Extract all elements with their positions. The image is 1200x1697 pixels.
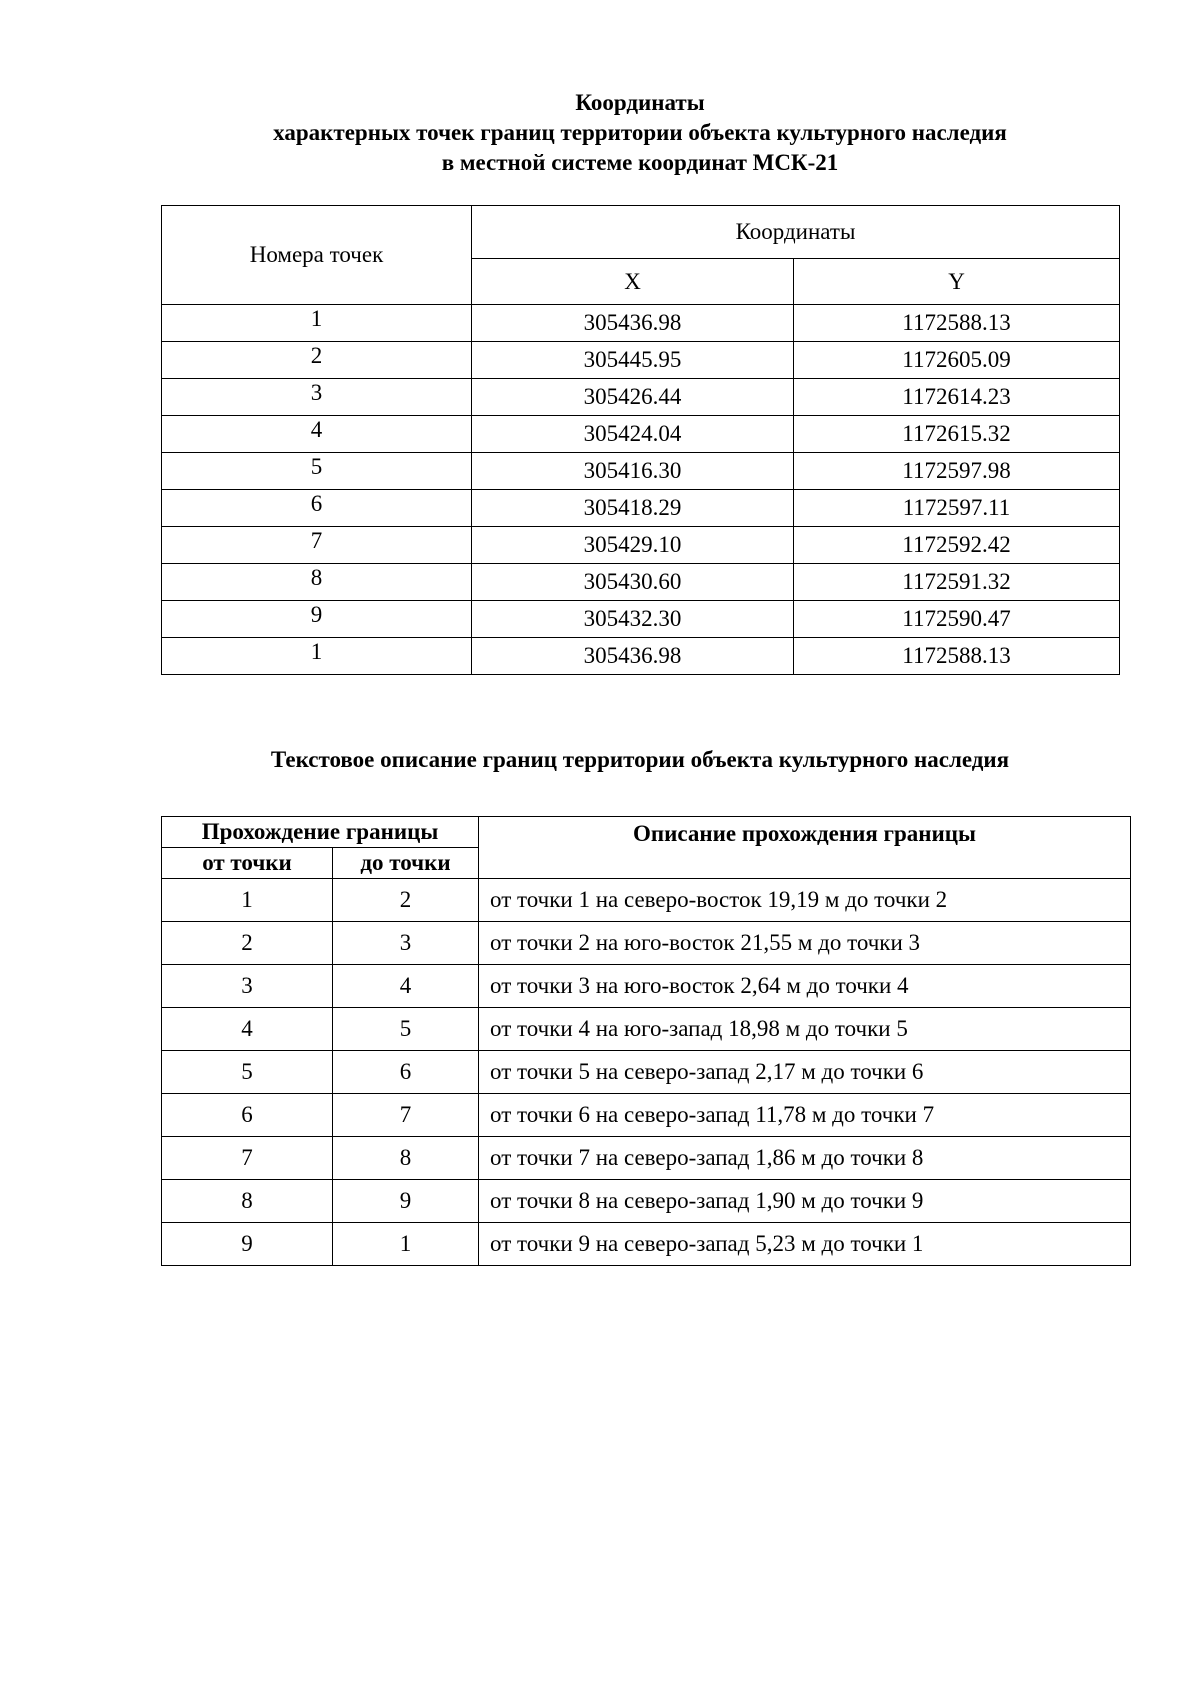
- x-coordinate-cell: 305416.30: [472, 453, 794, 490]
- table-row: [162, 379, 1120, 416]
- to-point-cell: 3: [333, 922, 479, 965]
- table-row: [162, 1051, 1131, 1094]
- x-coordinate-cell: 305432.30: [472, 601, 794, 638]
- table-row: [162, 638, 1120, 675]
- y-coordinate-cell: 1172590.47: [794, 601, 1120, 638]
- from-point-cell: 1: [162, 879, 333, 922]
- table-row: [162, 1094, 1131, 1137]
- table-row: [162, 1008, 1131, 1051]
- x-coordinate-cell: 305430.60: [472, 564, 794, 601]
- point-number-cell: 7: [162, 527, 472, 564]
- table-row: [162, 1137, 1131, 1180]
- x-coordinate-cell: 305424.04: [472, 416, 794, 453]
- from-point-cell: 2: [162, 922, 333, 965]
- point-number-cell: 6: [162, 490, 472, 527]
- y-coordinate-cell: 1172605.09: [794, 342, 1120, 379]
- y-coordinate-cell: 1172615.32: [794, 416, 1120, 453]
- table-row: [162, 305, 1120, 342]
- point-number-cell: 3: [162, 379, 472, 416]
- to-point-cell: 2: [333, 879, 479, 922]
- x-coordinate-cell: 305436.98: [472, 305, 794, 342]
- point-number-cell: 1: [162, 305, 472, 342]
- y-coordinate-cell: 1172597.98: [794, 453, 1120, 490]
- boundary-description-cell: от точки 4 на юго-запад 18,98 м до точки 5: [479, 1008, 1131, 1051]
- col-header-passage: Прохождение границы: [162, 817, 479, 848]
- boundary-description-cell: от точки 1 на северо-восток 19,19 м до точки 2: [479, 879, 1131, 922]
- description-section-title: Текстовое описание границ территории объекта культурного наследия: [270, 747, 1010, 772]
- col-header-description: Описание прохождения границы: [479, 817, 1131, 879]
- description-header-row: [162, 817, 1131, 848]
- table-row: [162, 965, 1131, 1008]
- y-coordinate-cell: 1172597.11: [794, 490, 1120, 527]
- y-coordinate-cell: 1172588.13: [794, 638, 1120, 675]
- header-line-3: в местной системе координат МСК-21: [441, 150, 839, 175]
- from-point-cell: 4: [162, 1008, 333, 1051]
- to-point-cell: 5: [333, 1008, 479, 1051]
- from-point-cell: 6: [162, 1094, 333, 1137]
- point-number-cell: 8: [162, 564, 472, 601]
- table-row: [162, 564, 1120, 601]
- header-line-1: Координаты: [575, 90, 705, 115]
- x-coordinate-cell: 305418.29: [472, 490, 794, 527]
- from-point-cell: 8: [162, 1180, 333, 1223]
- boundary-description-cell: от точки 6 на северо-запад 11,78 м до точки 7: [479, 1094, 1131, 1137]
- to-point-cell: 7: [333, 1094, 479, 1137]
- boundary-description-cell: от точки 8 на северо-запад 1,90 м до точки 9: [479, 1180, 1131, 1223]
- y-coordinate-cell: 1172591.32: [794, 564, 1120, 601]
- coordinates-table: [161, 205, 1120, 675]
- table-row: [162, 453, 1120, 490]
- to-point-cell: 8: [333, 1137, 479, 1180]
- to-point-cell: 4: [333, 965, 479, 1008]
- col-header-y: Y: [794, 259, 1120, 305]
- y-coordinate-cell: 1172588.13: [794, 305, 1120, 342]
- point-number-cell: 9: [162, 601, 472, 638]
- table-row: [162, 416, 1120, 453]
- header-line-2: характерных точек границ территории объекта культурного наследия: [273, 120, 1007, 145]
- document-header: [160, 88, 1120, 178]
- x-coordinate-cell: 305436.98: [472, 638, 794, 675]
- to-point-cell: 1: [333, 1223, 479, 1266]
- table-row: [162, 601, 1120, 638]
- to-point-cell: 9: [333, 1180, 479, 1223]
- boundary-description-cell: от точки 7 на северо-запад 1,86 м до точки 8: [479, 1137, 1131, 1180]
- col-header-points: Номера точек: [162, 206, 472, 305]
- boundary-description-cell: от точки 9 на северо-запад 5,23 м до точки 1: [479, 1223, 1131, 1266]
- boundary-description-table: [161, 816, 1131, 1266]
- x-coordinate-cell: 305445.95: [472, 342, 794, 379]
- boundary-description-cell: от точки 3 на юго-восток 2,64 м до точки 4: [479, 965, 1131, 1008]
- point-number-cell: 4: [162, 416, 472, 453]
- y-coordinate-cell: 1172614.23: [794, 379, 1120, 416]
- boundary-description-cell: от точки 2 на юго-восток 21,55 м до точки 3: [479, 922, 1131, 965]
- col-header-x: X: [472, 259, 794, 305]
- table-row: [162, 1180, 1131, 1223]
- x-coordinate-cell: 305429.10: [472, 527, 794, 564]
- coordinates-header-row: [162, 206, 1120, 259]
- coordinates-table-body: [162, 305, 1120, 675]
- from-point-cell: 3: [162, 965, 333, 1008]
- x-coordinate-cell: 305426.44: [472, 379, 794, 416]
- from-point-cell: 9: [162, 1223, 333, 1266]
- point-number-cell: 5: [162, 453, 472, 490]
- col-header-from: от точки: [162, 848, 333, 879]
- from-point-cell: 5: [162, 1051, 333, 1094]
- to-point-cell: 6: [333, 1051, 479, 1094]
- table-row: [162, 879, 1131, 922]
- table-row: [162, 1223, 1131, 1266]
- boundary-description-cell: от точки 5 на северо-запад 2,17 м до точки 6: [479, 1051, 1131, 1094]
- table-row: [162, 922, 1131, 965]
- col-header-coordinates: Координаты: [472, 206, 1120, 259]
- table-row: [162, 490, 1120, 527]
- col-header-to: до точки: [333, 848, 479, 879]
- point-number-cell: 1: [162, 638, 472, 675]
- point-number-cell: 2: [162, 342, 472, 379]
- y-coordinate-cell: 1172592.42: [794, 527, 1120, 564]
- table-row: [162, 527, 1120, 564]
- table-row: [162, 342, 1120, 379]
- from-point-cell: 7: [162, 1137, 333, 1180]
- description-table-body: [162, 879, 1131, 1266]
